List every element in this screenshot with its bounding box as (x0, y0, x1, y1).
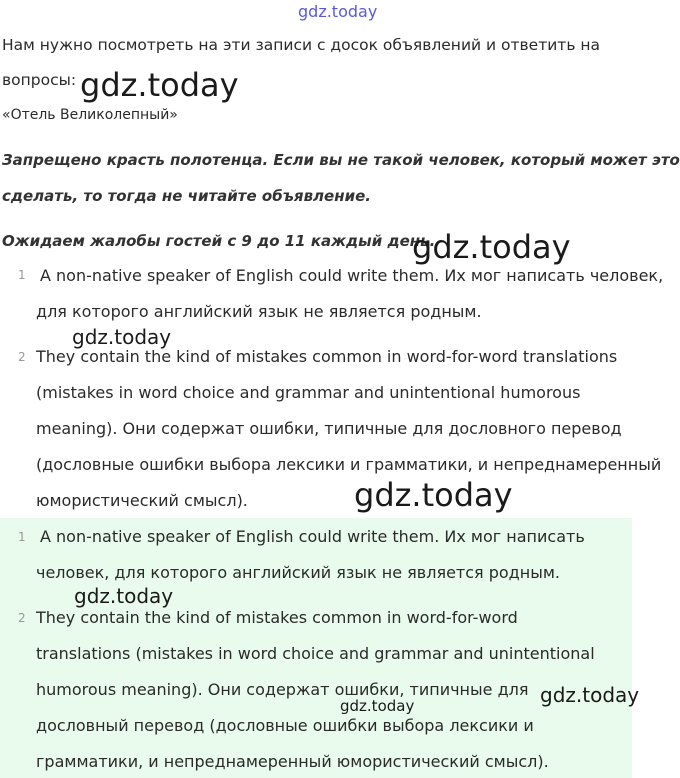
watermark-5: gdz.today (74, 584, 174, 608)
highlighted-answer-2-line-2: translations (mistakes in word choice and grammar and unintentional (36, 644, 595, 663)
highlighted-answer-2-line-1: They contain the kind of mistakes common in word-for-word (36, 608, 518, 627)
answer-2-line-4: (дословные ошибки выбора лексики и грамматики, и непреднамеренный (36, 455, 662, 474)
watermark-2: gdz.today (412, 228, 571, 266)
answer-1-number: 1 (18, 268, 26, 282)
watermark-4: gdz.today (354, 476, 513, 514)
watermark-1: gdz.today (80, 66, 239, 104)
highlighted-answer-2-line-3: humorous meaning). Они содержат ошибки, типичные для (36, 680, 529, 699)
intro-line-2: вопросы: (2, 71, 77, 89)
watermark-top: gdz.today (298, 2, 378, 21)
answer-2-number: 2 (18, 350, 26, 364)
hotel-name: «Отель Великолепный» (2, 107, 178, 123)
notice-line-1: Запрещено красть полотенца. Если вы не такой человек, который может это (2, 151, 680, 169)
highlighted-answer-2-line-4: дословный перевод (дословные ошибки выбора лексики и (36, 716, 534, 735)
answer-2-line-3: meaning). Они содержат ошибки, типичные для дословного перевод (36, 419, 622, 438)
notice-line-3: Ожидаем жалобы гостей с 9 до 11 каждый день. (2, 232, 436, 250)
highlighted-answer-1-line-2: человек, для которого английский язык не является родным. (36, 563, 560, 582)
watermark-6: gdz.today (540, 683, 640, 707)
highlighted-answer-1-number: 1 (18, 530, 26, 544)
highlighted-answer-2-number: 2 (18, 611, 26, 625)
highlighted-answer-1-line-1: A non-native speaker of English could write them. Их мог написать (40, 527, 585, 546)
answer-2-line-2: (mistakes in word choice and grammar and unintentional humorous (36, 383, 581, 402)
notice-line-2: сделать, то тогда не читайте объявление. (2, 187, 371, 205)
answer-1-line-1: A non-native speaker of English could write them. Их мог написать человек, (40, 266, 664, 285)
watermark-3: gdz.today (72, 325, 172, 349)
answer-1-line-2: для которого английский язык не является родным. (36, 302, 482, 321)
watermark-7: gdz.today (340, 697, 415, 715)
intro-line-1: Нам нужно посмотреть на эти записи с досок объявлений и ответить на (2, 36, 601, 54)
highlighted-answer-2-line-5: грамматики, и непреднамеренный юмористический смысл). (36, 752, 549, 771)
answer-2-line-5: юмористический смысл). (36, 491, 248, 510)
answer-2-line-1: They contain the kind of mistakes common in word-for-word translations (36, 347, 618, 366)
